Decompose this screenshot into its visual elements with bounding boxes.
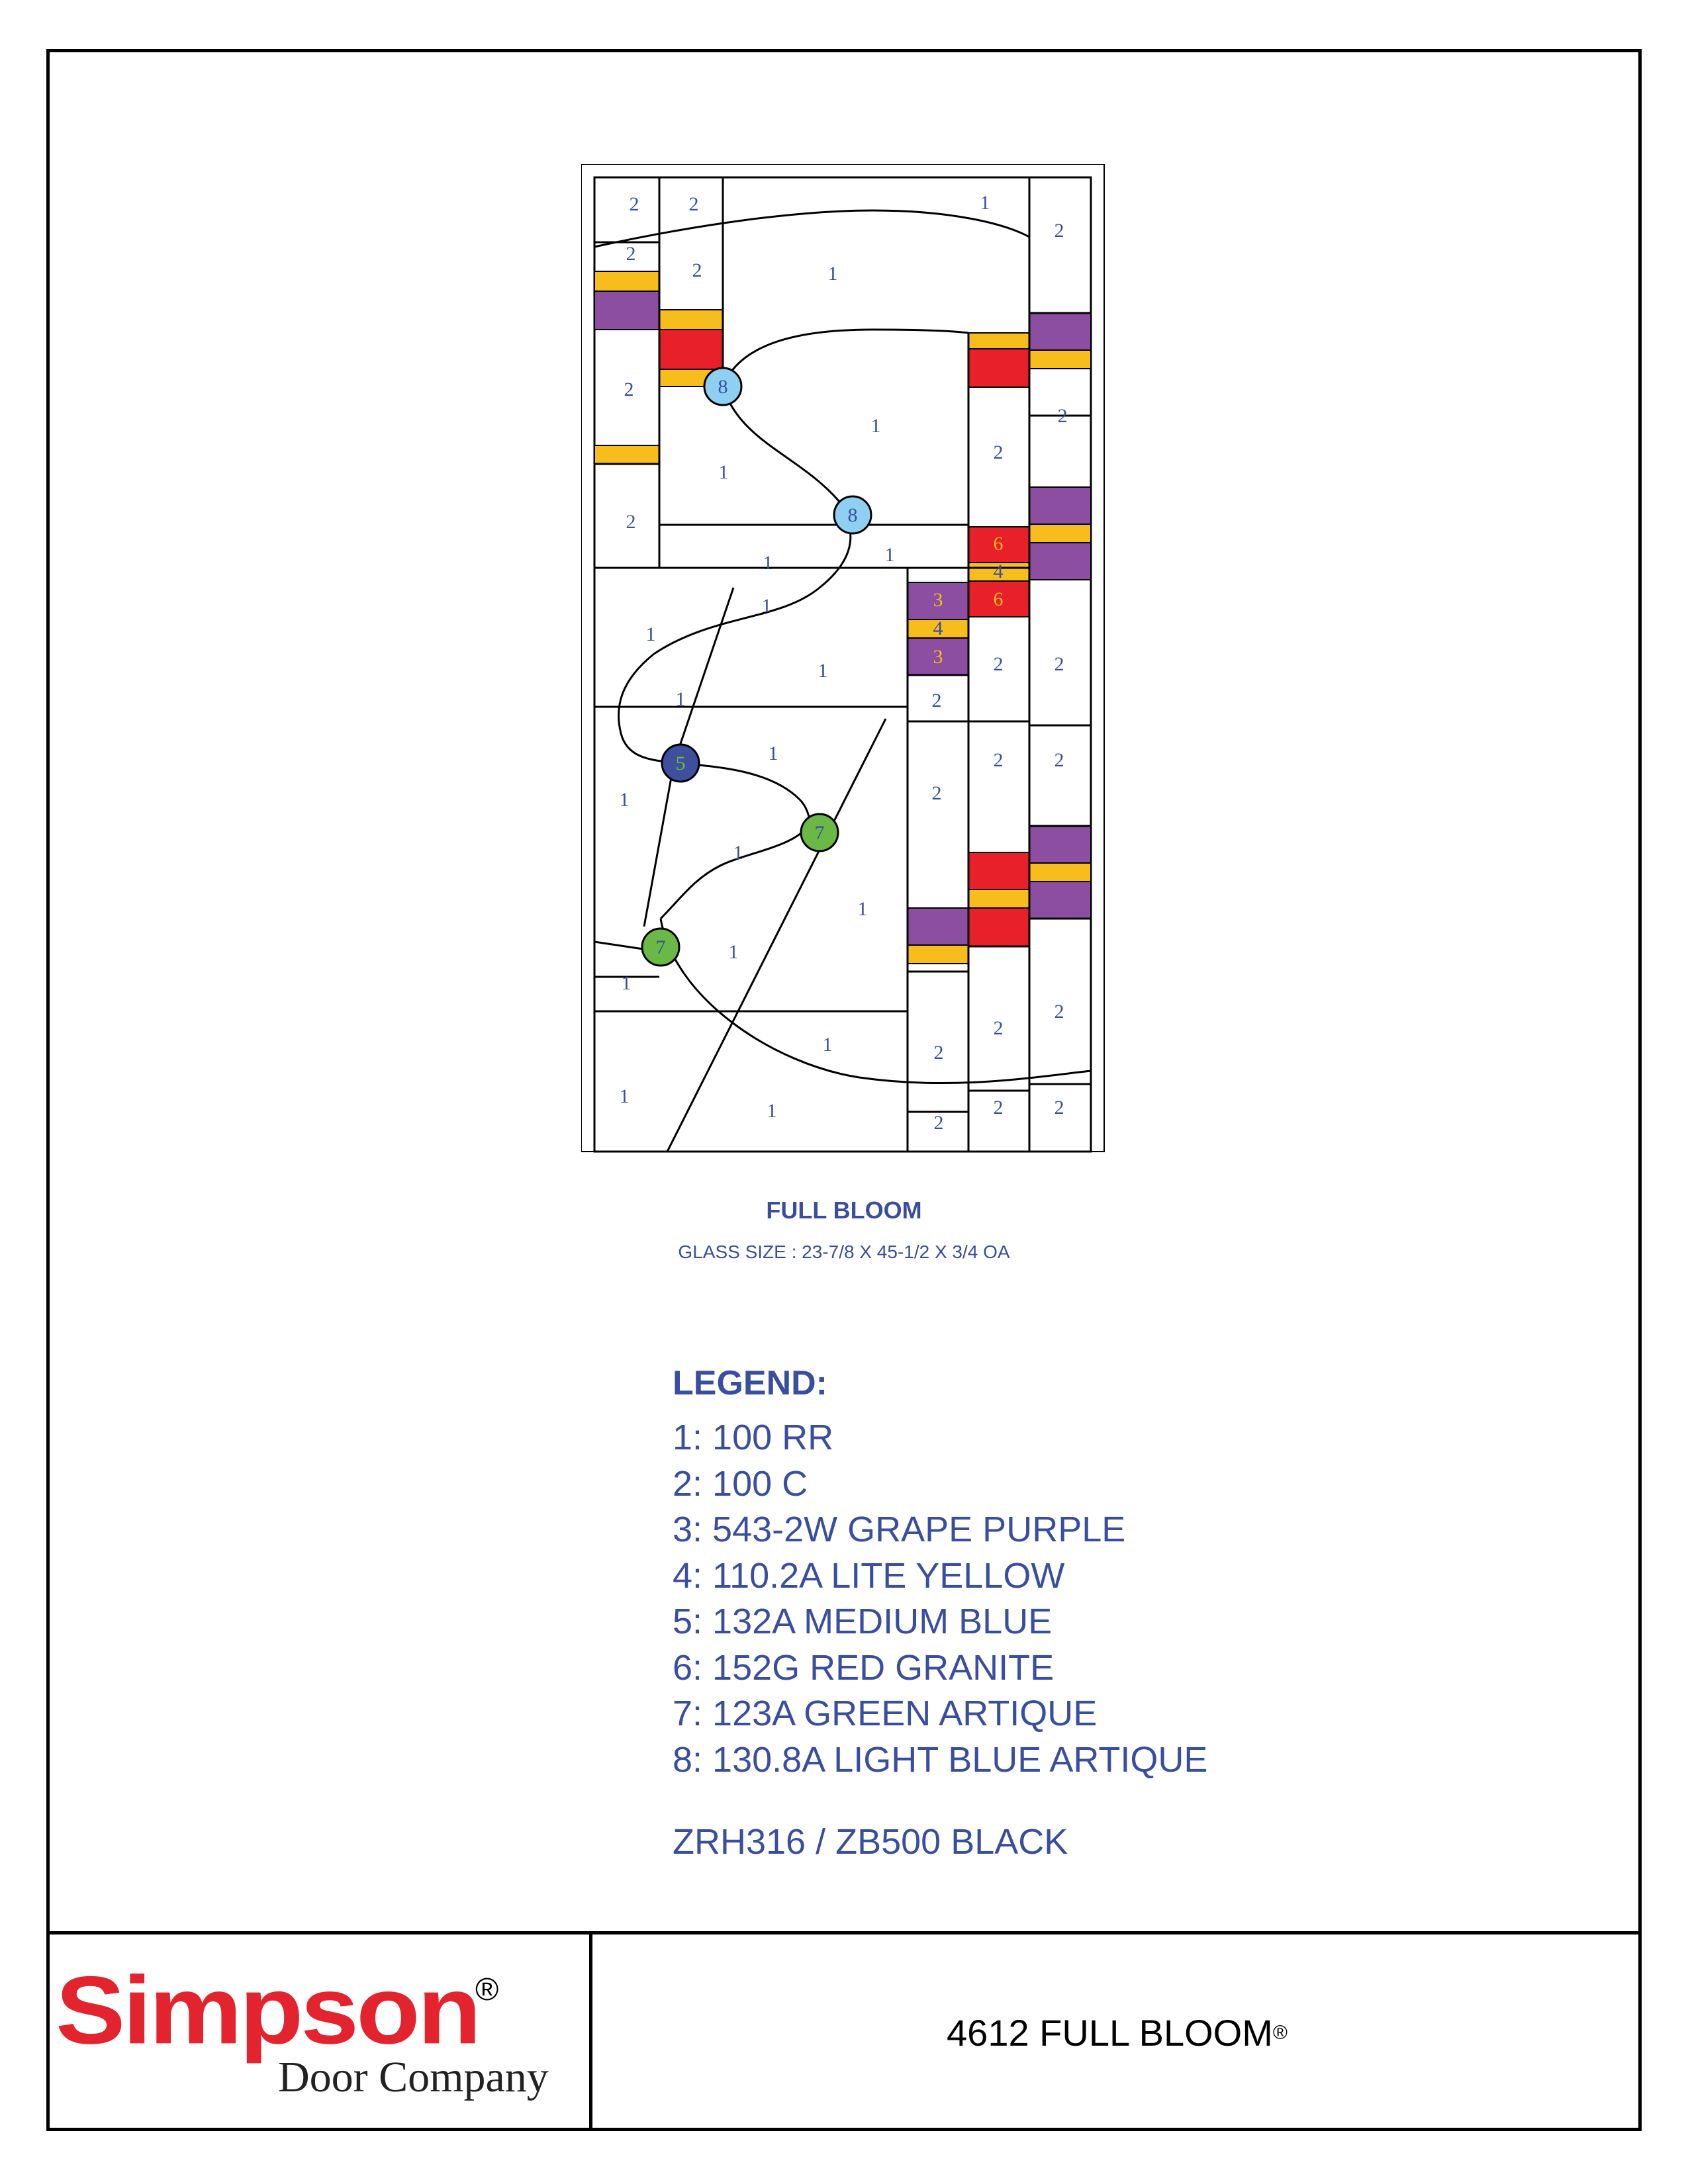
pane-number: 1 — [733, 842, 743, 864]
legend-item: 7: 123A GREEN ARTIQUE — [673, 1694, 1098, 1733]
pane-number: 4 — [933, 617, 943, 639]
glass-yellow — [659, 310, 723, 330]
jewel-label: 8 — [718, 376, 728, 398]
pane-number: 2 — [1054, 1097, 1064, 1118]
pane-number: 2 — [931, 690, 942, 711]
jewel-label: 8 — [847, 504, 858, 526]
glass-yellow — [1029, 524, 1091, 543]
pane-number: 1 — [619, 789, 630, 811]
pane-number: 2 — [933, 1112, 944, 1134]
glass-yellow — [1029, 350, 1091, 369]
pane-number: 2 — [624, 379, 634, 400]
legend-item: 2: 100 C — [673, 1463, 808, 1504]
title-block — [46, 1931, 1642, 2131]
pane-number: 1 — [827, 263, 838, 285]
legend-item: 3: 543-2W GRAPE PURPLE — [673, 1510, 1126, 1549]
glass-yellow — [1029, 863, 1091, 882]
legend — [673, 1363, 1207, 1865]
drawing-title-mark: ® — [1272, 2021, 1288, 2044]
pane-number: 4 — [993, 561, 1004, 582]
drawing-title-text: 4612 FULL BLOOM — [947, 2012, 1273, 2054]
pane-number: 1 — [761, 595, 772, 617]
pane-number: 1 — [857, 898, 868, 920]
glass-purple — [1029, 882, 1091, 919]
pane-number: 2 — [931, 782, 942, 804]
glass-yellow — [968, 333, 1029, 349]
glass-purple — [908, 908, 968, 945]
glass-yellow — [594, 445, 659, 464]
legend-item: 1: 100 RR — [673, 1418, 834, 1457]
pane-number: 2 — [1057, 405, 1068, 427]
jewel-label: 7 — [814, 822, 825, 844]
logo-subtitle: Door Company — [278, 2053, 549, 2101]
pane-number: 1 — [884, 544, 895, 566]
glass-yellow — [968, 889, 1029, 908]
pane-number: 2 — [993, 1097, 1004, 1118]
door-name-caption: FULL BLOOM — [766, 1197, 922, 1224]
pane-number: 3 — [933, 589, 943, 611]
pane-number: 2 — [1054, 220, 1064, 242]
pane-number: 6 — [993, 533, 1004, 555]
glass-yellow — [908, 945, 968, 964]
pane-number: 2 — [993, 1017, 1004, 1039]
pane-number: 2 — [993, 441, 1004, 463]
pane-number: 1 — [980, 192, 990, 214]
glass-panel-drawing — [581, 164, 1111, 1157]
pane-number: 1 — [768, 743, 778, 764]
pane-number: 2 — [1054, 1001, 1064, 1023]
glass-purple — [1029, 543, 1091, 580]
legend-item: 5: 132A MEDIUM BLUE — [673, 1602, 1053, 1641]
pane-number: 2 — [688, 193, 699, 215]
pane-number: 2 — [626, 243, 636, 265]
pane-number: 1 — [822, 1034, 833, 1056]
pane-number: 1 — [645, 623, 656, 645]
glass-purple — [594, 291, 659, 330]
glass-red — [659, 330, 723, 369]
pane-number: 1 — [767, 1100, 777, 1122]
jewel-label: 5 — [675, 752, 686, 774]
pane-number: 1 — [870, 415, 881, 437]
glass-red — [968, 908, 1029, 946]
jewel-label: 7 — [655, 936, 666, 958]
pane-number: 2 — [993, 653, 1004, 675]
legend-heading: LEGEND: — [673, 1364, 827, 1402]
glass-purple — [1029, 313, 1091, 350]
pane-number: 1 — [818, 660, 828, 682]
pane-number: 1 — [675, 688, 686, 710]
pane-number: 1 — [763, 552, 773, 574]
legend-item: 4: 110.2A LITE YELLOW — [673, 1555, 1065, 1596]
legend-item: 6: 152G RED GRANITE — [673, 1647, 1055, 1688]
pane-number: 2 — [626, 511, 636, 533]
glass-red — [968, 852, 1029, 889]
pane-number: 1 — [718, 461, 729, 483]
registered-mark: ® — [475, 1972, 499, 2007]
pane-number: 2 — [1054, 653, 1064, 675]
glass-size-caption: GLASS SIZE : 23-7/8 X 45-1/2 X 3/4 OA — [678, 1242, 1010, 1262]
glass-purple — [1029, 826, 1091, 863]
pane-number: 3 — [933, 646, 943, 668]
glass-purple — [1029, 487, 1091, 524]
legend-item: 8: 130.8A LIGHT BLUE ARTIQUE — [673, 1739, 1208, 1780]
glass-yellow — [594, 271, 659, 291]
drawing-title — [592, 1934, 1642, 2131]
pane-number: 1 — [621, 972, 632, 994]
pane-number: 2 — [629, 193, 639, 215]
glass-red — [968, 349, 1029, 387]
pane-number: 2 — [993, 749, 1004, 771]
pane-number: 1 — [619, 1085, 630, 1107]
pane-number: 2 — [1054, 749, 1064, 771]
pane-number: 2 — [933, 1042, 944, 1064]
pane-number: 1 — [728, 941, 739, 963]
company-logo — [46, 1934, 592, 2131]
pane-number: 2 — [692, 259, 702, 281]
logo-wordmark: Simpson — [56, 1956, 479, 2064]
hardware-note: ZRH316 / ZB500 BLACK — [673, 1822, 1068, 1862]
pane-number: 6 — [993, 588, 1004, 610]
